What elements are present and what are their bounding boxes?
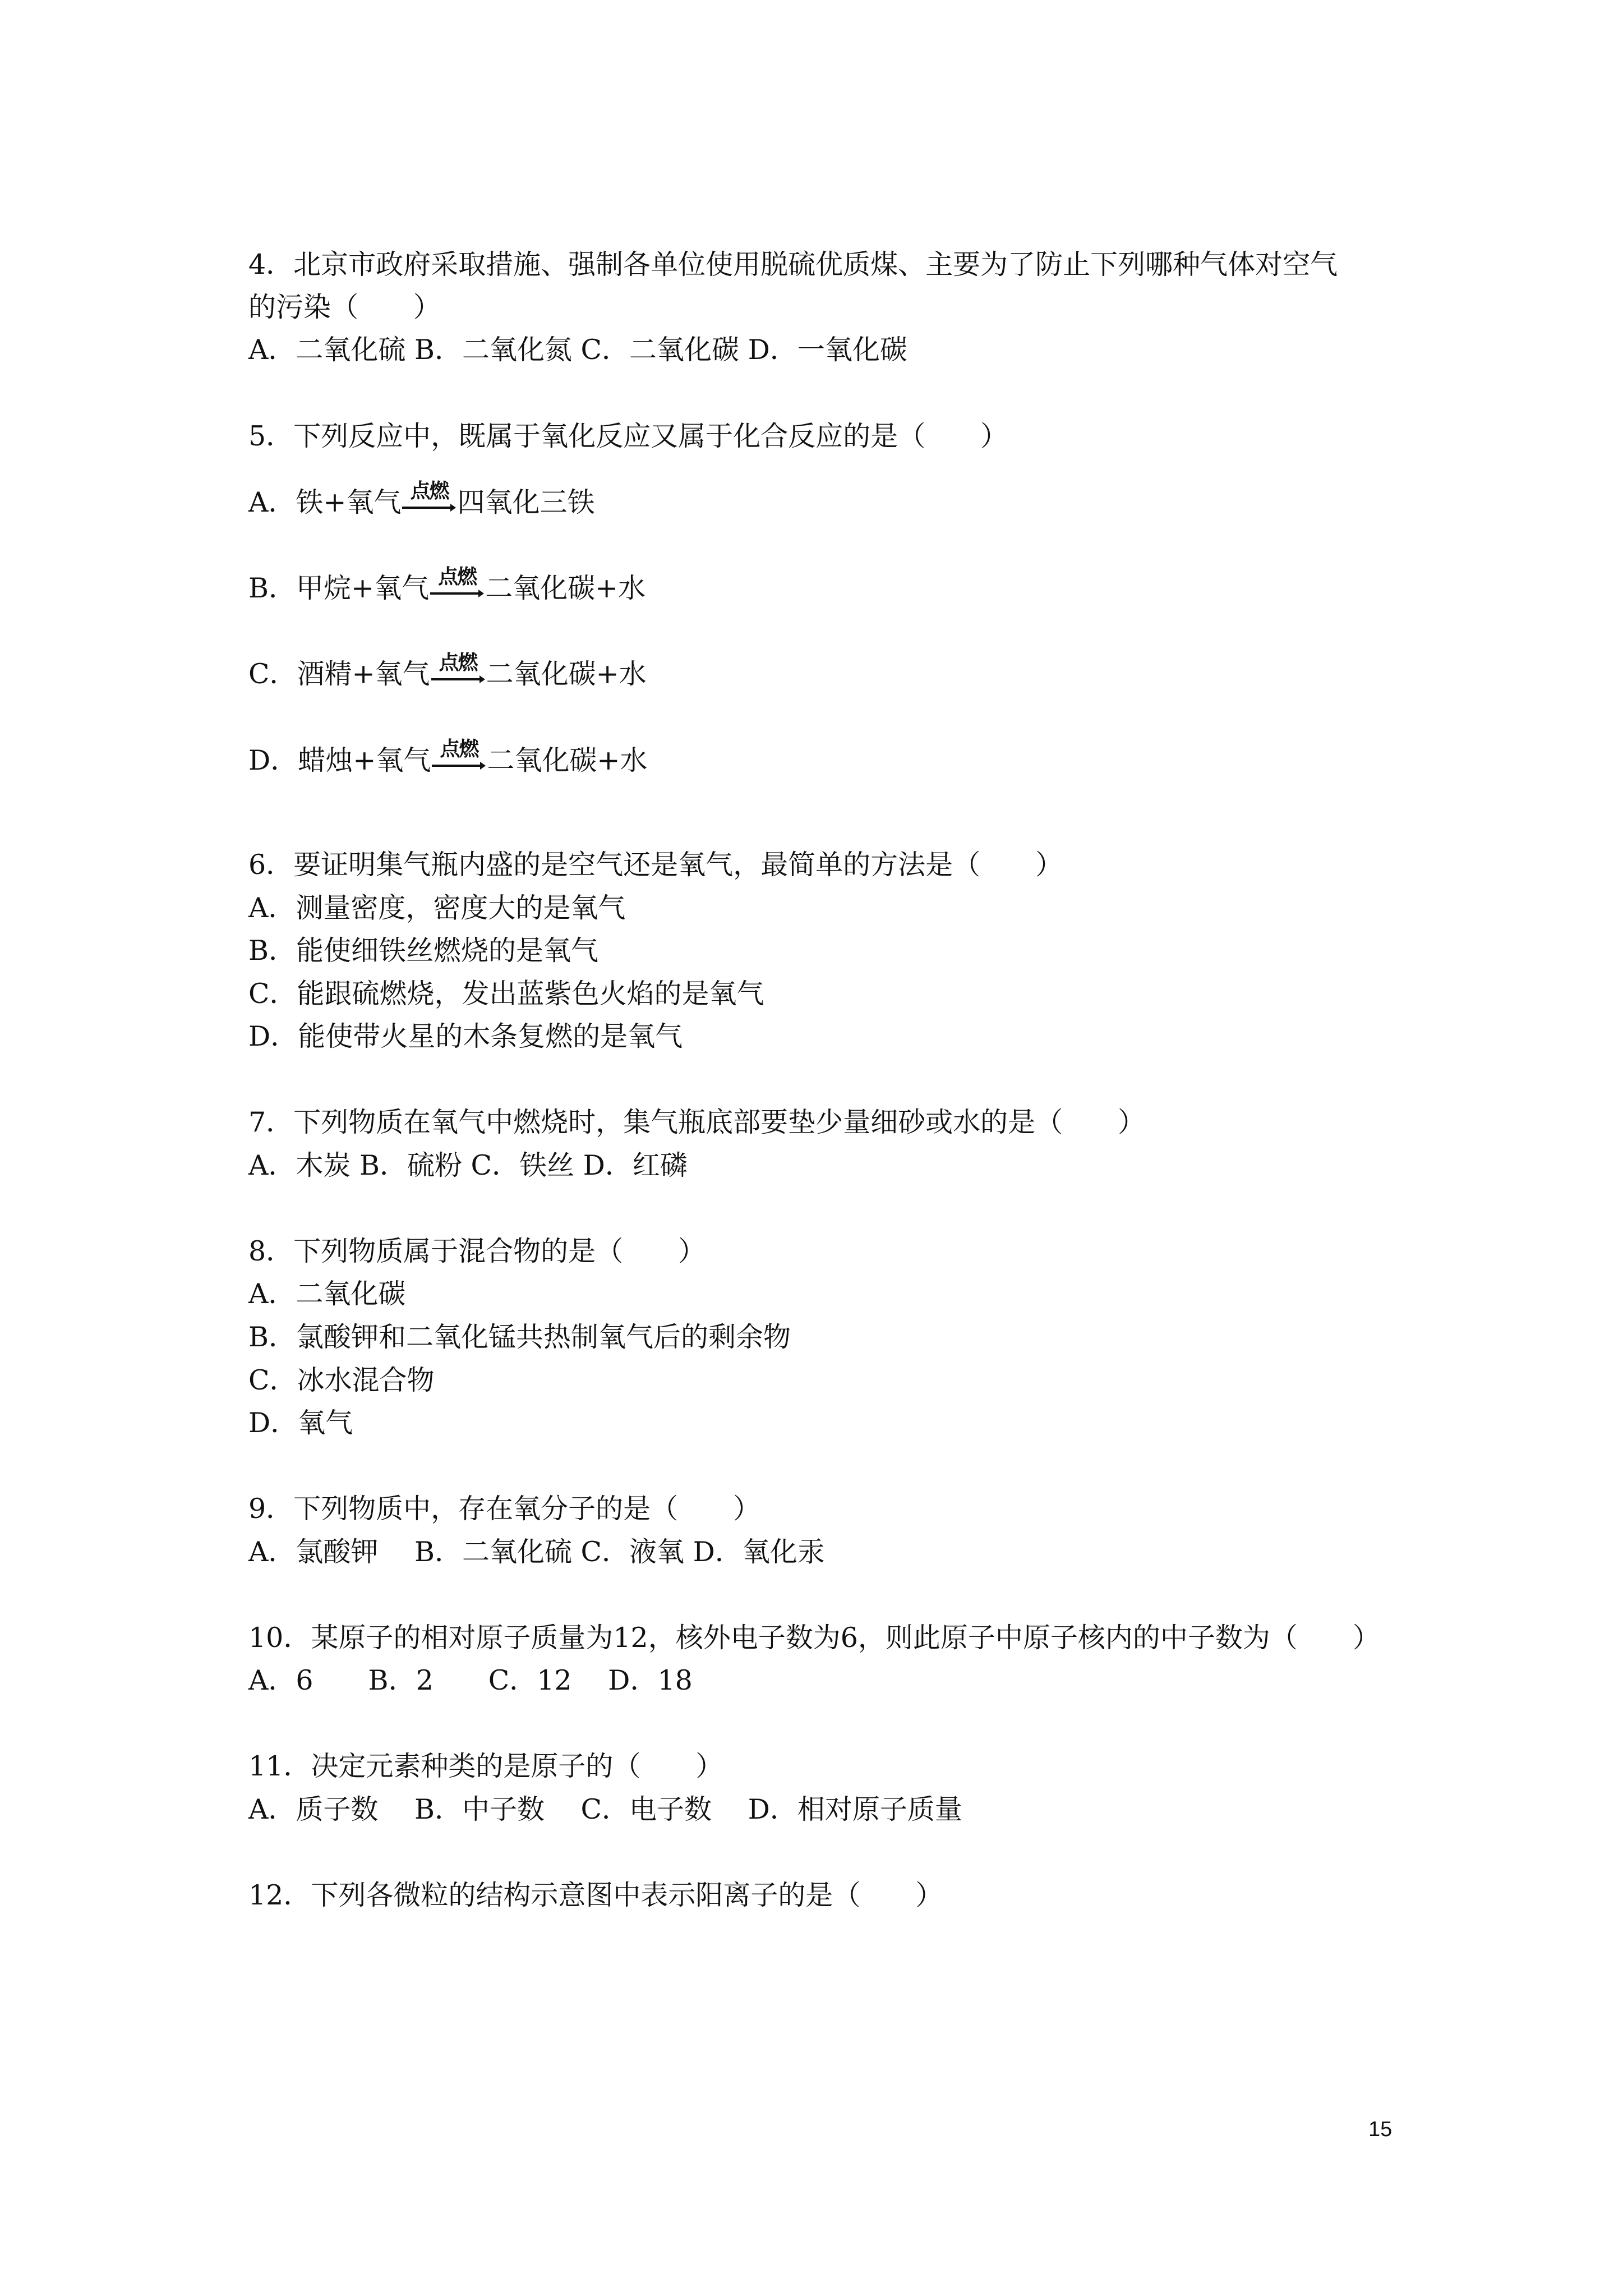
q9-stem: 9．下列物质中，存在氧分子的是（ ） — [248, 1493, 761, 1525]
reaction-arrow — [431, 651, 485, 691]
q4-stem-line1: 4．北京市政府采取措施、强制各单位使用脱硫优质煤、主要为了防止下列哪种气体对空气 — [248, 249, 1338, 280]
q5-option-d-products: 二氧化碳+水 — [487, 744, 648, 776]
q5-option-a-reactants: A．铁+氧气 — [248, 486, 402, 518]
q8-option-a: A．二氧化碳 — [248, 1278, 406, 1310]
q4-options: A．二氧化硫 B．二氧化氮 C．二氧化碳 D．一氧化碳 — [248, 334, 907, 366]
q12-stem: 12．下列各微粒的结构示意图中表示阳离子的是（ ） — [248, 1879, 943, 1911]
q5-option-b — [248, 565, 1398, 605]
q10-stem: 10．某原子的相对原子质量为12，核外电子数为6，则此原子中原子核内的中子数为（ ） — [248, 1622, 1380, 1654]
q5-option-a — [248, 480, 1398, 519]
q5-option-c — [248, 651, 1398, 691]
reaction-arrow — [432, 738, 486, 777]
q5-option-a-products: 四氧化三铁 — [457, 486, 595, 518]
reaction-condition: 点燃 — [440, 738, 478, 761]
q11-options: A．质子数 B．中子数 C．电子数 D．相对原子质量 — [248, 1793, 962, 1825]
q7-stem: 7．下列物质在氧气中燃烧时，集气瓶底部要垫少量细砂或水的是（ ） — [248, 1106, 1146, 1138]
q5-option-d-reactants: D．蜡烛+氧气 — [248, 744, 431, 776]
reaction-condition: 点燃 — [410, 480, 449, 503]
q6-stem: 6．要证明集气瓶内盛的是空气还是氧气，最简单的方法是（ ） — [248, 849, 1063, 881]
q5-option-c-products: 二氧化碳+水 — [486, 658, 647, 690]
q5-stem: 5．下列反应中，既属于氧化反应又属于化合反应的是（ ） — [248, 420, 1008, 452]
q5-option-b-products: 二氧化碳+水 — [485, 572, 646, 604]
q10-options: A．6 B．2 C．12 D．18 — [248, 1664, 693, 1696]
q4-stem-line2: 的污染（ ） — [248, 291, 441, 323]
q6-option-b: B．能使细铁丝燃烧的是氧气 — [248, 935, 599, 967]
q5-option-b-reactants: B．甲烷+氧气 — [248, 572, 430, 604]
page-number: 15 — [1368, 2118, 1393, 2141]
reaction-condition: 点燃 — [439, 651, 477, 674]
q5-option-d — [248, 738, 1398, 777]
q8-option-c: C．冰水混合物 — [248, 1364, 435, 1396]
reaction-arrow — [402, 480, 456, 519]
q6-option-a: A．测量密度，密度大的是氧气 — [248, 892, 626, 924]
q9-options: A．氯酸钾 B．二氧化硫 C．液氧 D．氧化汞 — [248, 1536, 825, 1568]
q6-option-d: D．能使带火星的木条复燃的是氧气 — [248, 1020, 683, 1052]
q8-option-d: D．氧气 — [248, 1407, 353, 1439]
q11-stem: 11．决定元素种类的是原子的（ ） — [248, 1750, 723, 1782]
q7-options: A．木炭 B．硫粉 C．铁丝 D．红磷 — [248, 1149, 688, 1181]
reaction-arrow — [430, 565, 484, 605]
reaction-condition: 点燃 — [438, 565, 477, 588]
q6-option-c: C．能跟硫燃烧，发出蓝紫色火焰的是氧气 — [248, 978, 764, 1010]
q8-option-b: B．氯酸钾和二氧化锰共热制氧气后的剩余物 — [248, 1321, 791, 1353]
q8-stem: 8．下列物质属于混合物的是（ ） — [248, 1235, 706, 1267]
q5-option-c-reactants: C．酒精+氧气 — [248, 658, 430, 690]
